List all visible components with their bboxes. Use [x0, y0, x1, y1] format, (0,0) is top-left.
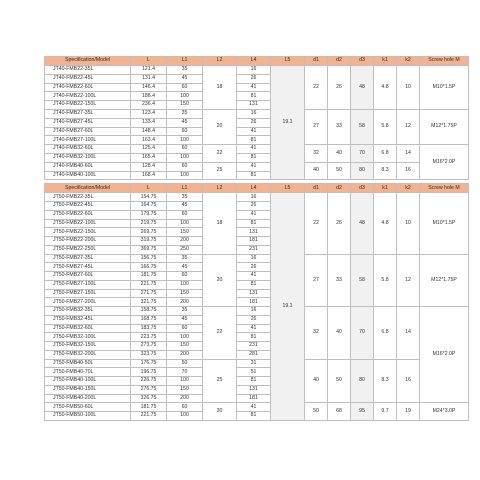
- l2-cell: 25: [203, 359, 237, 403]
- header-cell: L4: [237, 57, 271, 66]
- model-cell: JT50-FMB50-60L: [45, 403, 131, 412]
- table-row: [45, 162, 469, 171]
- k2-cell: 12: [397, 109, 420, 144]
- model-cell: JT50-FMB32-150L: [45, 342, 131, 351]
- header-cell: k1: [374, 184, 397, 193]
- d2-cell: 26: [328, 66, 351, 110]
- l-cell: 128.4: [131, 162, 167, 171]
- l4-cell: 41: [237, 127, 271, 136]
- header-cell: d3: [351, 184, 374, 193]
- l2-cell: 30: [203, 403, 237, 421]
- l-cell: 181.75: [131, 403, 167, 412]
- l1-cell: 100: [167, 412, 203, 421]
- d3-cell: 48: [351, 66, 374, 110]
- l4-cell: 26: [237, 202, 271, 211]
- l1-cell: 60: [167, 403, 203, 412]
- l4-cell: 81: [237, 333, 271, 342]
- l4-cell: 131: [237, 228, 271, 237]
- header-cell: Screw hole M: [420, 184, 469, 193]
- l-cell: 156.75: [131, 254, 167, 263]
- model-cell: JT40-FMB27-35L: [45, 109, 131, 118]
- model-cell: JT50-FMB40-100L: [45, 377, 131, 386]
- l-cell: 223.75: [131, 333, 167, 342]
- k1-cell: 6.8: [374, 145, 397, 163]
- d3-cell: 70: [351, 307, 374, 360]
- l4-cell: 231: [237, 245, 271, 254]
- l-cell: 276.75: [131, 385, 167, 394]
- table-row: [45, 254, 469, 263]
- k2-cell: 14: [397, 145, 420, 163]
- d2-cell: 50: [328, 359, 351, 403]
- l-cell: 125.4: [131, 145, 167, 154]
- l-cell: 221.75: [131, 280, 167, 289]
- header-cell: L1: [167, 184, 203, 193]
- l4-cell: 81: [237, 136, 271, 145]
- header-cell: L2: [203, 184, 237, 193]
- l4-cell: 26: [237, 118, 271, 127]
- l1-cell: 50: [167, 359, 203, 368]
- header-cell: k2: [397, 57, 420, 66]
- l1-cell: 35: [167, 193, 203, 202]
- model-cell: JT50-FMB27-45L: [45, 263, 131, 272]
- k1-cell: 8.3: [374, 359, 397, 403]
- l5-cell: 19.1: [271, 66, 305, 180]
- l-cell: 271.75: [131, 289, 167, 298]
- l1-cell: 200: [167, 237, 203, 246]
- header-cell: L4: [237, 184, 271, 193]
- l4-cell: 41: [237, 162, 271, 171]
- l4-cell: 41: [237, 210, 271, 219]
- screw-hole-cell: M10*1.5P: [420, 193, 469, 254]
- l4-cell: 81: [237, 92, 271, 101]
- l1-cell: 45: [167, 315, 203, 324]
- l4-cell: 41: [237, 145, 271, 154]
- k2-cell: 12: [397, 254, 420, 307]
- d3-cell: 70: [351, 145, 374, 163]
- d1-cell: 27: [305, 254, 328, 307]
- l1-cell: 60: [167, 127, 203, 136]
- l4-cell: 16: [237, 193, 271, 202]
- table-row: [45, 403, 469, 412]
- model-cell: JT50-FMB22-150L: [45, 228, 131, 237]
- l1-cell: 60: [167, 83, 203, 92]
- header-cell: d3: [351, 57, 374, 66]
- model-cell: JT40-FMB27-60L: [45, 127, 131, 136]
- header-cell: L1: [167, 57, 203, 66]
- d1-cell: 50: [305, 403, 328, 421]
- header-cell: Specification/Model: [45, 184, 131, 193]
- table-row: [45, 145, 469, 154]
- l-cell: 369.75: [131, 245, 167, 254]
- model-cell: JT50-FMB27-60L: [45, 272, 131, 281]
- header-row: [45, 184, 469, 193]
- l2-cell: 25: [203, 162, 237, 180]
- model-cell: JT40-FMB32-60L: [45, 145, 131, 154]
- l1-cell: 45: [167, 202, 203, 211]
- l4-cell: 81: [237, 412, 271, 421]
- d3-cell: 58: [351, 109, 374, 144]
- d2-cell: 40: [328, 307, 351, 360]
- l-cell: 179.75: [131, 210, 167, 219]
- model-cell: JT50-FMB22-45L: [45, 202, 131, 211]
- l2-cell: 22: [203, 145, 237, 163]
- l4-cell: 41: [237, 403, 271, 412]
- model-cell: JT50-FMB32-200L: [45, 350, 131, 359]
- model-cell: JT50-FMB22-60L: [45, 210, 131, 219]
- l-cell: 154.75: [131, 193, 167, 202]
- l4-cell: 41: [237, 272, 271, 281]
- d2-cell: 40: [328, 145, 351, 163]
- header-cell: d2: [328, 184, 351, 193]
- l-cell: 133.4: [131, 118, 167, 127]
- model-cell: JT50-FMB32-100L: [45, 333, 131, 342]
- screw-hole-cell: M12*1.75P: [420, 254, 469, 307]
- k2-cell: 16: [397, 162, 420, 180]
- l1-cell: 200: [167, 350, 203, 359]
- header-cell: Specification/Model: [45, 57, 131, 66]
- l4-cell: 16: [237, 109, 271, 118]
- d1-cell: 22: [305, 66, 328, 110]
- l-cell: 273.75: [131, 342, 167, 351]
- l4-cell: 181: [237, 298, 271, 307]
- l4-cell: 81: [237, 280, 271, 289]
- l2-cell: 18: [203, 193, 237, 254]
- model-cell: JT50-FMB32-60L: [45, 324, 131, 333]
- model-cell: JT40-FMB22-35L: [45, 66, 131, 75]
- l4-cell: 131: [237, 385, 271, 394]
- l1-cell: 70: [167, 368, 203, 377]
- l-cell: 181.75: [131, 272, 167, 281]
- l-cell: 168.4: [131, 171, 167, 180]
- d3-cell: 95: [351, 403, 374, 421]
- model-cell: JT40-FMB27-100L: [45, 136, 131, 145]
- d1-cell: 22: [305, 193, 328, 254]
- model-cell: JT40-FMB22-60L: [45, 83, 131, 92]
- model-cell: JT40-FMB22-100L: [45, 92, 131, 101]
- l1-cell: 100: [167, 377, 203, 386]
- l1-cell: 35: [167, 307, 203, 316]
- d1-cell: 32: [305, 307, 328, 360]
- l-cell: 219.75: [131, 219, 167, 228]
- l5-cell: 19.1: [271, 193, 305, 421]
- l1-cell: 150: [167, 228, 203, 237]
- k2-cell: 19: [397, 403, 420, 421]
- spec-sheet: [44, 56, 468, 462]
- d2-cell: 33: [328, 254, 351, 307]
- model-cell: JT40-FMB22-45L: [45, 74, 131, 83]
- model-cell: JT50-FMB22-100L: [45, 219, 131, 228]
- model-cell: JT40-FMB32-100L: [45, 153, 131, 162]
- l-cell: 121.4: [131, 66, 167, 75]
- l1-cell: 60: [167, 324, 203, 333]
- screw-hole-cell: M16*2.0P: [420, 307, 469, 403]
- model-cell: JT40-FMB40-100L: [45, 171, 131, 180]
- l-cell: 165.4: [131, 153, 167, 162]
- jt50-table: [44, 183, 469, 421]
- k1-cell: 9.7: [374, 403, 397, 421]
- l4-cell: 26: [237, 74, 271, 83]
- l1-cell: 150: [167, 289, 203, 298]
- table-row: [45, 109, 469, 118]
- l1-cell: 100: [167, 171, 203, 180]
- table-row: [45, 66, 469, 75]
- l4-cell: 31: [237, 359, 271, 368]
- l4-cell: 81: [237, 377, 271, 386]
- l4-cell: 26: [237, 315, 271, 324]
- header-cell: L: [131, 184, 167, 193]
- l2-cell: 18: [203, 66, 237, 110]
- model-cell: JT50-FMB32-35L: [45, 307, 131, 316]
- l1-cell: 100: [167, 92, 203, 101]
- header-cell: d2: [328, 57, 351, 66]
- l-cell: 196.75: [131, 368, 167, 377]
- l-cell: 148.4: [131, 127, 167, 136]
- k2-cell: 14: [397, 307, 420, 360]
- l-cell: 226.75: [131, 377, 167, 386]
- d2-cell: 26: [328, 193, 351, 254]
- l-cell: 146.4: [131, 83, 167, 92]
- l-cell: 183.75: [131, 324, 167, 333]
- l4-cell: 131: [237, 289, 271, 298]
- model-cell: JT50-FMB40-150L: [45, 385, 131, 394]
- model-cell: JT50-FMB27-100L: [45, 280, 131, 289]
- l4-cell: 26: [237, 263, 271, 272]
- header-cell: L: [131, 57, 167, 66]
- l1-cell: 100: [167, 136, 203, 145]
- d1-cell: 40: [305, 162, 328, 180]
- l-cell: 236.4: [131, 101, 167, 110]
- l1-cell: 100: [167, 153, 203, 162]
- header-cell: d1: [305, 184, 328, 193]
- k1-cell: 4.8: [374, 193, 397, 254]
- l1-cell: 100: [167, 219, 203, 228]
- l-cell: 186.4: [131, 92, 167, 101]
- table-row: [45, 307, 469, 316]
- header-cell: k2: [397, 184, 420, 193]
- l4-cell: 16: [237, 254, 271, 263]
- l1-cell: 150: [167, 101, 203, 110]
- l4-cell: 51: [237, 368, 271, 377]
- model-cell: JT40-FMB22-150L: [45, 101, 131, 110]
- k1-cell: 6.8: [374, 307, 397, 360]
- l4-cell: 16: [237, 307, 271, 316]
- l-cell: 168.75: [131, 315, 167, 324]
- l-cell: 158.75: [131, 307, 167, 316]
- model-cell: JT50-FMB32-45L: [45, 315, 131, 324]
- model-cell: JT40-FMB40-60L: [45, 162, 131, 171]
- l1-cell: 100: [167, 280, 203, 289]
- model-cell: JT40-FMB27-45L: [45, 118, 131, 127]
- d3-cell: 80: [351, 359, 374, 403]
- l-cell: 269.75: [131, 228, 167, 237]
- l4-cell: 131: [237, 101, 271, 110]
- l-cell: 164.75: [131, 202, 167, 211]
- l1-cell: 45: [167, 263, 203, 272]
- l1-cell: 45: [167, 118, 203, 127]
- k1-cell: 8.3: [374, 162, 397, 180]
- l4-cell: 81: [237, 219, 271, 228]
- screw-hole-cell: M24*3.0P: [420, 403, 469, 421]
- header-cell: L5: [271, 57, 305, 66]
- l1-cell: 150: [167, 342, 203, 351]
- model-cell: JT50-FMB40-70L: [45, 368, 131, 377]
- l-cell: 131.4: [131, 74, 167, 83]
- l1-cell: 60: [167, 272, 203, 281]
- l1-cell: 60: [167, 145, 203, 154]
- l1-cell: 35: [167, 254, 203, 263]
- l4-cell: 181: [237, 394, 271, 403]
- table-row: [45, 193, 469, 202]
- model-cell: JT50-FMB22-200L: [45, 237, 131, 246]
- d3-cell: 80: [351, 162, 374, 180]
- k1-cell: 4.8: [374, 66, 397, 110]
- l1-cell: 250: [167, 245, 203, 254]
- l-cell: 221.75: [131, 412, 167, 421]
- l2-cell: 22: [203, 307, 237, 360]
- l-cell: 321.75: [131, 298, 167, 307]
- l4-cell: 81: [237, 153, 271, 162]
- l1-cell: 35: [167, 109, 203, 118]
- l4-cell: 231: [237, 342, 271, 351]
- l1-cell: 60: [167, 210, 203, 219]
- d1-cell: 32: [305, 145, 328, 163]
- d2-cell: 33: [328, 109, 351, 144]
- screw-hole-cell: M16*2.0P: [420, 145, 469, 180]
- header-cell: Screw hole M: [420, 57, 469, 66]
- l4-cell: 16: [237, 66, 271, 75]
- header-cell: d1: [305, 57, 328, 66]
- l-cell: 166.75: [131, 263, 167, 272]
- table-row: [45, 359, 469, 368]
- d2-cell: 50: [328, 162, 351, 180]
- k1-cell: 5.8: [374, 254, 397, 307]
- l-cell: 176.75: [131, 359, 167, 368]
- l4-cell: 41: [237, 83, 271, 92]
- l-cell: 123.4: [131, 109, 167, 118]
- l2-cell: 20: [203, 109, 237, 144]
- d2-cell: 68: [328, 403, 351, 421]
- l1-cell: 200: [167, 298, 203, 307]
- l1-cell: 60: [167, 162, 203, 171]
- k2-cell: 10: [397, 193, 420, 254]
- l1-cell: 200: [167, 394, 203, 403]
- l4-cell: 181: [237, 237, 271, 246]
- model-cell: JT50-FMB50-100L: [45, 412, 131, 421]
- header-cell: L5: [271, 184, 305, 193]
- model-cell: JT50-FMB27-200L: [45, 298, 131, 307]
- l-cell: 323.75: [131, 350, 167, 359]
- d1-cell: 27: [305, 109, 328, 144]
- k2-cell: 10: [397, 66, 420, 110]
- l1-cell: 45: [167, 74, 203, 83]
- model-cell: JT50-FMB27-35L: [45, 254, 131, 263]
- l-cell: 319.75: [131, 237, 167, 246]
- d1-cell: 40: [305, 359, 328, 403]
- l2-cell: 20: [203, 254, 237, 307]
- model-cell: JT50-FMB40-200L: [45, 394, 131, 403]
- d3-cell: 58: [351, 254, 374, 307]
- header-cell: k1: [374, 57, 397, 66]
- model-cell: JT50-FMB22-35L: [45, 193, 131, 202]
- l1-cell: 35: [167, 66, 203, 75]
- k2-cell: 16: [397, 359, 420, 403]
- k1-cell: 5.8: [374, 109, 397, 144]
- header-cell: L2: [203, 57, 237, 66]
- l4-cell: 281: [237, 350, 271, 359]
- model-cell: JT50-FMB22-250L: [45, 245, 131, 254]
- model-cell: JT50-FMB40-50L: [45, 359, 131, 368]
- screw-hole-cell: M10*1.5P: [420, 66, 469, 110]
- l1-cell: 100: [167, 333, 203, 342]
- d3-cell: 48: [351, 193, 374, 254]
- l4-cell: 41: [237, 324, 271, 333]
- model-cell: JT50-FMB27-150L: [45, 289, 131, 298]
- l4-cell: 81: [237, 171, 271, 180]
- header-row: [45, 57, 469, 66]
- jt40-table: [44, 56, 469, 180]
- l-cell: 163.4: [131, 136, 167, 145]
- l1-cell: 150: [167, 385, 203, 394]
- l-cell: 326.75: [131, 394, 167, 403]
- screw-hole-cell: M12*1.75P: [420, 109, 469, 144]
